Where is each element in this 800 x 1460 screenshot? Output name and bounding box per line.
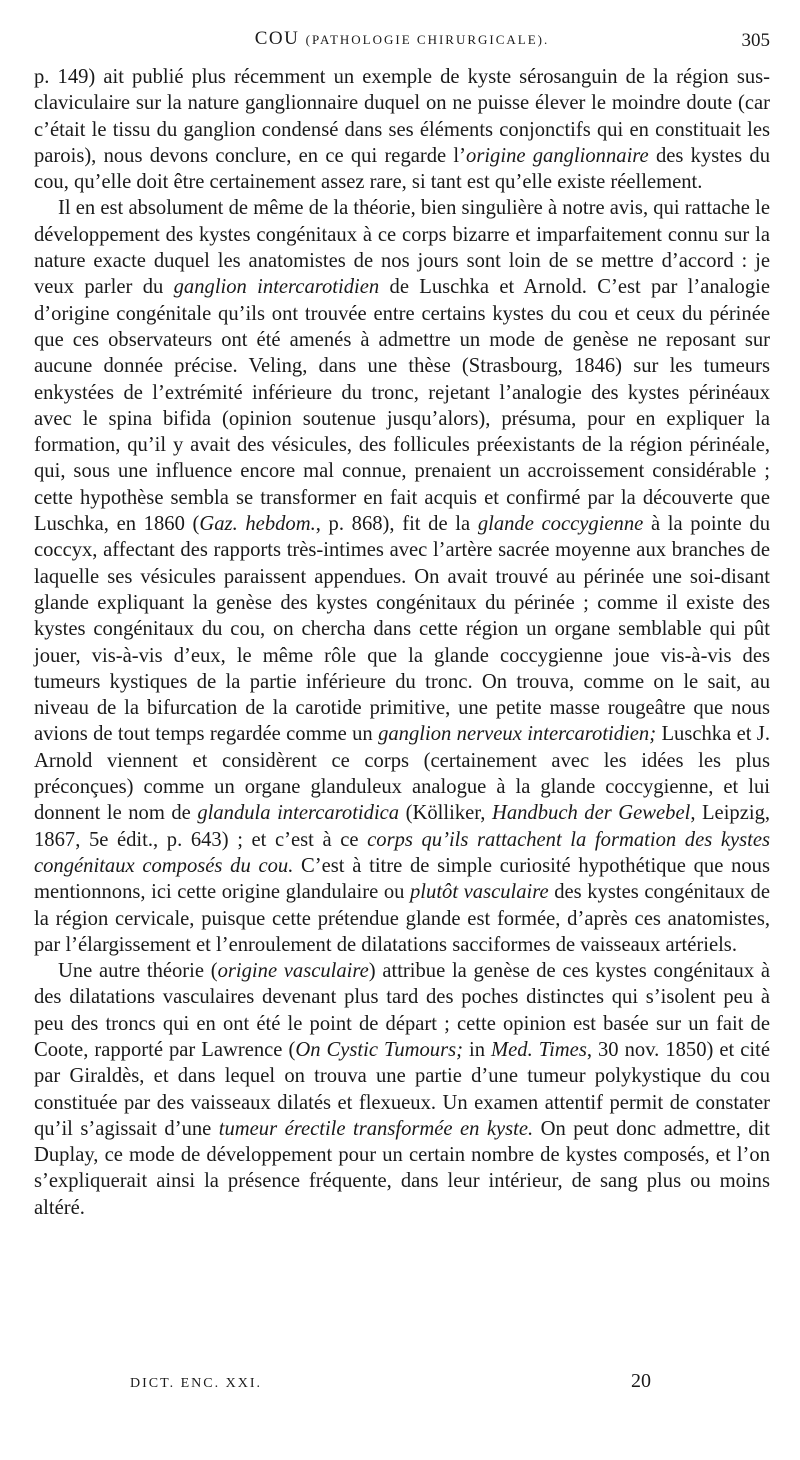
italic-text: glande coccygienne [477, 513, 644, 536]
page-footer [34, 1364, 770, 1404]
running-title-sub: (PATHOLOGIE CHIRURGICALE). [305, 32, 550, 47]
body-text [34, 64, 770, 1221]
italic-text: ganglion intercarotidien [173, 276, 380, 299]
italic-text: On Cystic Tumours; [295, 1038, 463, 1061]
text-run: p. 149) ait publié plus récemment un exemple de kyste sérosanguin de la région sus-claviculaire sur la nature ganglionnaire duquel on ne puisse élever le moindre doute (car c’était le tissu du ganglion condensé dans ses éléments conjonctifs qui en constituait les parois), nous devons conclure, en ce qui regarde l’ [34, 66, 770, 167]
italic-text: glandula intercarotidica [197, 802, 400, 825]
text-run: C’est à titre de simple curiosité hypothétique que nous mentionnons, ici cette origine glandulaire ou [34, 854, 770, 904]
running-title [34, 28, 770, 50]
text-run: (Kölliker, [399, 802, 492, 825]
italic-text: origine vasculaire [217, 960, 369, 983]
signature-number: 20 [631, 1370, 651, 1392]
italic-text: corps qu’ils rattachent la formation des kystes congénitaux composés du cou. [34, 828, 771, 877]
italic-text: origine ganglionnaire [466, 144, 649, 167]
text-run: , p. 868), fit de la [315, 513, 478, 536]
document-page [34, 24, 770, 1434]
italic-text: tumeur érectile transformée en kyste. [218, 1117, 534, 1140]
text-run: On peut donc admettre, dit Duplay, ce mode de développement pour un certain nombre de kystes composés, et l’on s’expliquerait ainsi la présence fréquente, dans leur intérieur, de sang plus ou moins altéré. [34, 1117, 771, 1219]
running-header [34, 24, 770, 58]
text-run: Il en est absolument de même de la théorie, bien singulière à notre avis, qui rattache le développement des kystes congénitaux à ce corps bizarre et imparfaitement connu sur la nature exacte duquel les anatomistes de nos jours sont loin de se mettre d’accord : je veux parler du [34, 197, 770, 299]
paragraph [34, 195, 770, 958]
italic-text: plutôt vasculaire [410, 881, 549, 904]
running-title-main: COU [254, 28, 300, 49]
text-run: Une autre théorie ( [58, 960, 218, 983]
italic-text: Handbuch der Gewebel [491, 802, 691, 825]
text-run: des kystes du cou, qu’elle doit être certainement assez rare, si tant est qu’elle existe réellement. [34, 144, 770, 194]
text-run: de Luschka et Arnold. C’est par l’analogie d’origine congénitale qu’ils ont trouvée entre certains kystes du cou et ceux du périnée que ces observateurs ont été amenés à admettre un mode de genèse ne reposant sur aucune donnée précise. Veling, dans une thèse (Strasbourg, 1846) sur les tumeurs enkystées de l’extrémité inférieure du tronc, rejetant l’analogie des kystes périnéaux avec le spina bifida (opinion soutenue jusqu’alors), présuma, pour en expliquer la formation, qu’il y avait des vésicules, des follicules préexistants de la région périnéale, qui, sous une influence encore mal connue, prenaient un accroissement considérable ; cette hypothèse sembla se transformer en fait acquis et confirmé par la découverte que Luschka, en 1860 ( [34, 276, 771, 536]
paragraph [34, 64, 770, 195]
text-run: à la pointe du coccyx, affectant des rapports très-intimes avec l’artère sacrée moyenne aux branches de laquelle ses vésicules paraissent appendues. On avait trouvé au périnée une soi-disant glande expliquant la genèse des kystes congénitaux du périnée ; comme il existe des kystes congénitaux du cou, on chercha dans cette région un organe semblable qui pût jouer, vis-à-vis d’eux, le même rôle que la glande coccygienne joue vis-à-vis des tumeurs kystiques de la partie inférieure du tronc. On trouva, comme on le sait, au niveau de la bifurcation de la carotide primitive, une petite masse rougeâtre que nous avions de tout temps regardée comme un [34, 513, 770, 746]
italic-text: ganglion nerveux intercarotidien; [378, 723, 657, 746]
text-run: Luschka et J. Arnold viennent et considèrent ce corps (certainement avec les idées les plus préconçues) comme un organe glanduleux analogue à la glande coccygienne, et lui donnent le nom de [34, 723, 770, 825]
italic-text: Gaz. hebdom. [199, 513, 316, 536]
text-run: des kystes congénitaux de la région cervicale, puisque cette prétendue glande est formée, d’après ces anatomistes, par l’élargissement et l’enroulement de dilatations sacciformes de vaisseaux artériels. [34, 881, 770, 956]
italic-text: Med. Times [491, 1038, 587, 1061]
text-run: , 30 nov. 1850) et cité par Giraldès, et dans lequel on trouva une partie d’une tumeur polykystique du cou constituée par des vaisseaux dilatés et flexueux. Un examen attentif permit de constater qu’il s’agissait d’une [34, 1038, 770, 1140]
page-number: 305 [741, 30, 770, 51]
text-run: in [462, 1038, 492, 1061]
text-run: ) attribue la genèse de ces kystes congénitaux à des dilatations vasculaires devenant plus tard des poches distinctes qui s’isolent peu à peu des troncs qui en ont été le point de départ ; cette opinion est basée sur un fait de Coote, rapporté par Lawrence ( [34, 960, 770, 1061]
text-run: , Leipzig, 1867, 5e édit., p. 643) ; et c’est à ce [34, 802, 771, 851]
printer-signature: DICT. ENC. XXI. [130, 1376, 263, 1391]
paragraph [34, 958, 770, 1221]
